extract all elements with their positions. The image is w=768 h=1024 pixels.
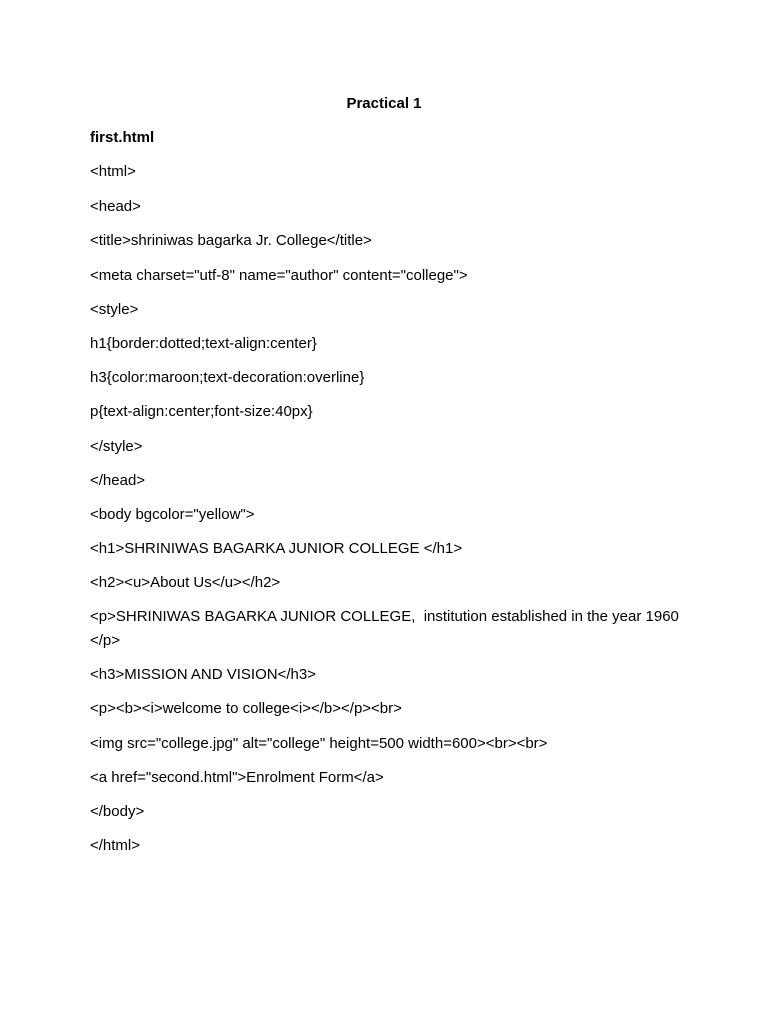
- code-line: <title>shriniwas bagarka Jr. College</title>: [90, 232, 372, 249]
- code-line: <body bgcolor="yellow">: [90, 506, 255, 523]
- code-line: <meta charset="utf-8" name="author" content="college">: [90, 267, 468, 284]
- file-name-heading: first.html: [90, 129, 155, 146]
- code-line: </body>: [90, 803, 145, 820]
- code-line: </style>: [90, 438, 143, 455]
- code-line: <h3>MISSION AND VISION</h3>: [90, 666, 316, 683]
- code-line: <head>: [90, 198, 141, 215]
- code-line: <p>SHRINIWAS BAGARKA JUNIOR COLLEGE, institution established in the year 1960 </p>: [90, 608, 684, 649]
- page-title: Practical 1: [346, 95, 422, 112]
- code-line: p{text-align:center;font-size:40px}: [90, 403, 313, 420]
- code-line: </html>: [90, 837, 141, 854]
- code-line: <img src="college.jpg" alt="college" height=500 width=600><br><br>: [90, 735, 548, 752]
- code-line: <h1>SHRINIWAS BAGARKA JUNIOR COLLEGE </h1>: [90, 540, 463, 557]
- code-line: <a href="second.html">Enrolment Form</a>: [90, 769, 384, 786]
- code-line: </head>: [90, 472, 146, 489]
- code-line: <html>: [90, 163, 136, 180]
- code-line: <style>: [90, 301, 139, 318]
- code-line: <p><b><i>welcome to college<i></b></p><br>: [90, 700, 402, 717]
- code-line: <h2><u>About Us</u></h2>: [90, 574, 281, 591]
- code-line: h1{border:dotted;text-align:center}: [90, 335, 317, 352]
- code-line: h3{color:maroon;text-decoration:overline}: [90, 369, 365, 386]
